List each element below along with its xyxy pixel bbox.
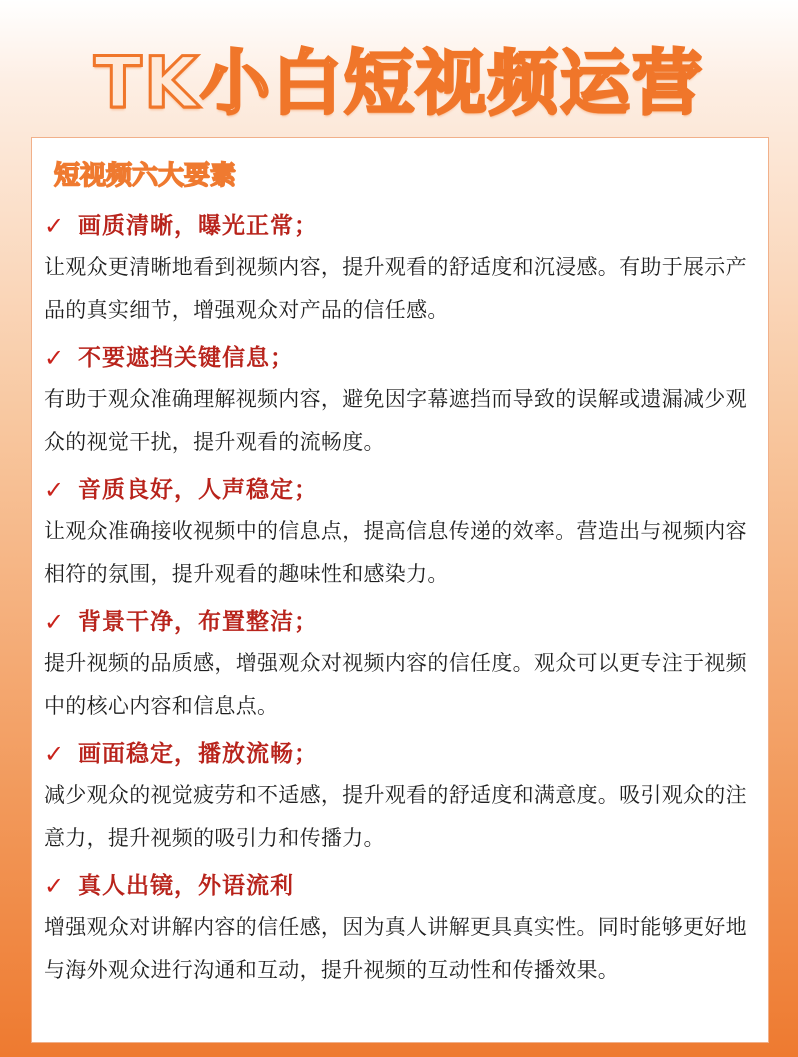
content-card: [31, 137, 769, 1043]
item-description: 让观众更清晰地看到视频内容，提升观看的舒适度和沉浸感。有助于展示产品的真实细节，增强观众对产品的信任感。: [44, 255, 747, 322]
checkmark-icon: ✓: [44, 872, 65, 900]
item-description: 有助于观众准确理解视频内容，避免因字幕遮挡而导致的误解或遗漏减少观众的视觉干扰，提升观看的流畅度。: [44, 387, 747, 454]
checkmark-icon: ✓: [44, 608, 65, 636]
list-item: [42, 206, 768, 338]
item-heading: 音质良好，人声稳定；: [78, 477, 318, 503]
item-heading: 真人出镜，外语流利: [78, 873, 294, 899]
item-heading: 画面稳定，播放流畅；: [78, 741, 318, 767]
checkmark-icon: ✓: [44, 344, 65, 372]
checkmark-icon: ✓: [44, 212, 65, 240]
list-item: [42, 866, 768, 998]
list-item: [42, 602, 768, 734]
item-description: 增强观众对讲解内容的信任感，因为真人讲解更具真实性。同时能够更好地与海外观众进行沟通和互动，提升视频的互动性和传播效果。: [44, 915, 747, 982]
checkmark-icon: ✓: [44, 476, 65, 504]
item-heading: 不要遮挡关键信息；: [78, 345, 294, 371]
checkmark-icon: ✓: [44, 740, 65, 768]
item-description: 减少观众的视觉疲劳和不适感，提升观看的舒适度和满意度。吸引观众的注意力，提升视频的吸引力和传播力。: [44, 783, 747, 850]
section-subtitle: 短视频六大要素: [54, 161, 237, 191]
list-item: [42, 338, 768, 470]
item-description: 让观众准确接收视频中的信息点，提高信息传递的效率。营造出与视频内容相符的氛围，提升观看的趣味性和感染力。: [44, 519, 747, 586]
item-heading: 背景干净，布置整洁；: [78, 609, 318, 635]
element-list: [42, 206, 768, 998]
list-item: [42, 734, 768, 866]
page-title: TK小白短视频运营: [94, 42, 704, 124]
list-item: [42, 470, 768, 602]
item-description: 提升视频的品质感，增强观众对视频内容的信任度。观众可以更专注于视频中的核心内容和信息点。: [44, 651, 747, 718]
item-heading: 画质清晰，曝光正常；: [78, 213, 318, 239]
